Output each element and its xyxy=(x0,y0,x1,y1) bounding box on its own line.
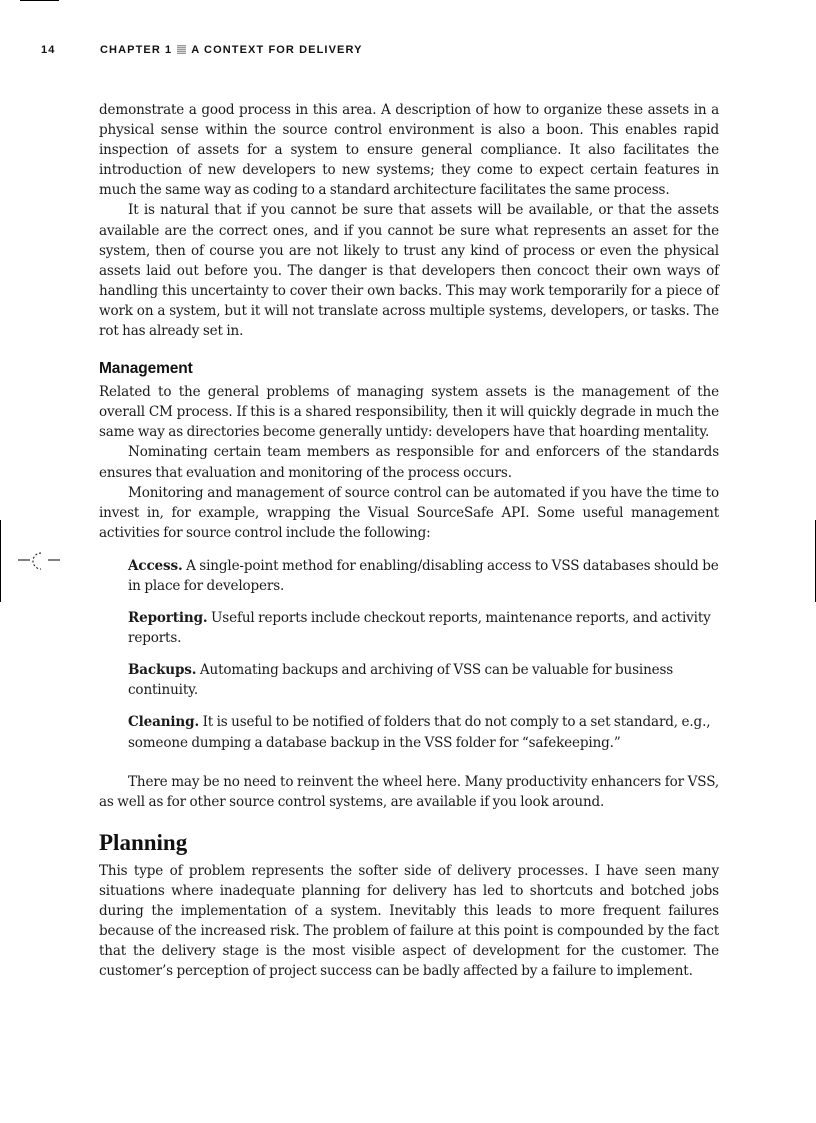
list-term: Cleaning. xyxy=(128,714,200,731)
paragraph-planning: This type of problem represents the softer side of delivery processes. I have seen many situations where inadequate planning for delivery has led to shortcuts and botched jobs during the implementation of a system. Inevitably this leads to more frequent failures because of the increased risk. The problem of failure at this point is compounded by the fact that the delivery stage is the most visible aspect of development for the customer. The customer’s perception of project success can be badly affected by a failure to implement. xyxy=(99,862,719,980)
paragraph-management-2: Nominating certain team members as responsible for and enforcers of the standards ensures that evaluation and monitoring of the process occurs. xyxy=(99,444,719,481)
list-item-reporting xyxy=(128,608,719,648)
chapter-heading xyxy=(100,44,363,56)
list-item-access xyxy=(128,556,719,596)
management-heading: Management xyxy=(99,360,193,378)
chapter-label: CHAPTER 1 xyxy=(100,44,173,56)
planning-heading: Planning xyxy=(99,829,188,855)
list-item-backups xyxy=(128,660,719,700)
chapter-title: A CONTEXT FOR DELIVERY xyxy=(191,44,363,56)
list-text: It is useful to be notified of folders that do not comply to a set standard, e.g., someone dumping a database backup in the VSS folder for “safekeeping.” xyxy=(128,714,711,751)
paragraph-reinvent-wheel: There may be no need to reinvent the wheel here. Many productivity enhancers for VSS, as well as for other source control systems, are available if you look around. xyxy=(99,773,719,810)
page-number: 14 xyxy=(41,44,56,56)
separator-square-icon xyxy=(177,45,186,54)
list-text: Useful reports include checkout reports, maintenance reports, and activity reports. xyxy=(128,610,711,647)
list-text: Automating backups and archiving of VSS can be valuable for business continuity. xyxy=(128,662,674,699)
list-term: Reporting. xyxy=(128,610,208,627)
management-activities-list xyxy=(128,556,719,753)
list-term: Access. xyxy=(128,557,183,574)
list-item-cleaning xyxy=(128,712,719,752)
paragraph-trust-assets: It is natural that if you cannot be sure that assets will be available, or that the assets available are the correct ones, and if you cannot be sure what represents an asset for the system, then of course you are not likely to trust any kind of process or even the physical assets laid out before you. The danger is that developers then concoct their own ways of handling this uncertainty to cover their own backs. This may work temporarily for a piece of work on a system, but it will not translate across multiple systems, developers, or tasks. The rot has already set in. xyxy=(99,202,719,340)
paragraph-management-3: Monitoring and management of source control can be automated if you have the time to invest in, for example, wrapping the Visual SourceSafe API. Some useful management activities for source control include the following: xyxy=(99,484,719,541)
list-term: Backups. xyxy=(128,662,197,679)
running-head xyxy=(41,44,756,58)
top-rule xyxy=(20,0,59,1)
page-content xyxy=(99,100,719,981)
paragraph-management-1: Related to the general problems of managing system assets is the management of the overall CM process. If this is a shared responsibility, then it will quickly degrade in much the same way as directories become generally untidy: developers have that hoarding mentality. xyxy=(99,384,719,441)
list-text: A single-point method for enabling/disabling access to VSS databases should be in place for developers. xyxy=(128,557,719,594)
paragraph-assets-organization: demonstrate a good process in this area. A description of how to organize these assets in a physical sense within the source control environment is also a boon. This enables rapid inspection of assets for a system to ensure general compliance. It also facilitates the introduction of new developers to new systems; they come to expect certain features in much the same way as coding to a standard architecture facilitates the same process. xyxy=(99,102,719,199)
crop-mark-left xyxy=(0,520,1,602)
registration-mark-icon xyxy=(18,548,60,574)
